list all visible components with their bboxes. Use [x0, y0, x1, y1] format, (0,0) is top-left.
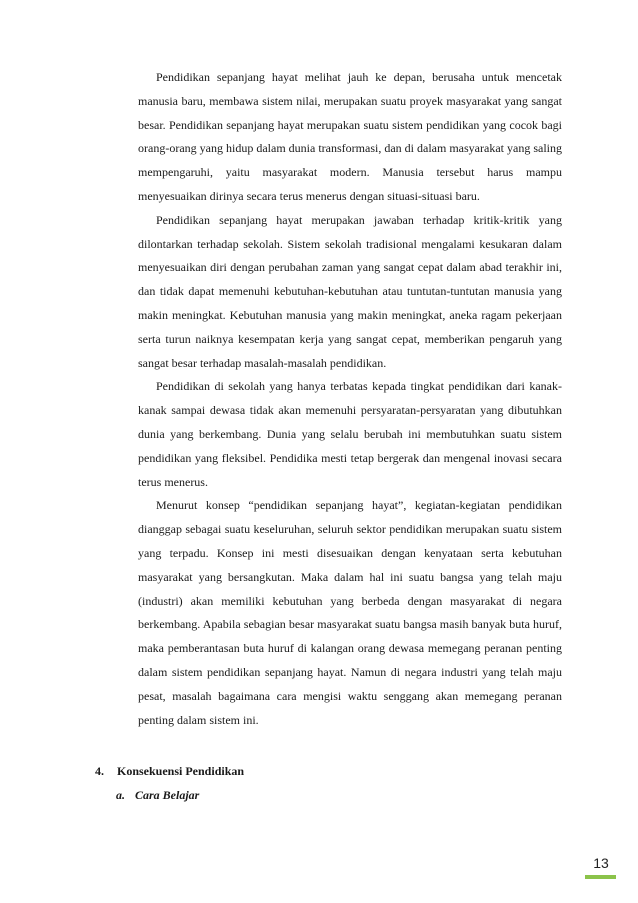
page-number: 13	[593, 855, 609, 871]
subsection-title: Cara Belajar	[135, 788, 200, 802]
subsection-number: a.	[116, 788, 125, 802]
section-heading	[95, 764, 244, 779]
body-text	[138, 66, 562, 732]
section-number: 4.	[95, 764, 104, 778]
paragraph-2: Pendidikan sepanjang hayat merupakan jawaban terhadap kritik-kritik yang dilontarkan terhadap sekolah. Sistem sekolah tradisional mengalami kesukaran dalam menyesuaikan diri dengan perubahan zaman yang sangat cepat dalam abad terakhir ini, dan tidak dapat memenuhi kebutuhan-kebutuhan atau tuntutan-tuntutan manusia yang makin meningkat. Kebutuhan manusia yang makin meningkat, aneka ragam pekerjaan serta turun naiknya kesempatan kerja yang sangat cepat, memberikan pengaruh yang sangat besar terhadap masalah-masalah pendidikan.	[138, 212, 562, 370]
paragraph-1: Pendidikan sepanjang hayat melihat jauh ke depan, berusaha untuk mencetak manusia baru, membawa sistem nilai, merupakan suatu proyek masyarakat yang sangat besar. Pendidikan sepanjang hayat merupakan suatu sistem pendidikan yang cocok bagi orang-orang yang hidup dalam dunia transformasi, dan di dalam masyarakat yang saling mempengaruhi, yaitu masyarakat modern. Manusia tersebut harus mampu menyesuaikan dirinya secara terus menerus dengan situasi-situasi baru.	[138, 70, 562, 203]
section-title: Konsekuensi Pendidikan	[117, 764, 245, 778]
page-number-accent-bar	[585, 875, 616, 879]
paragraph-3: Pendidikan di sekolah yang hanya terbatas kepada tingkat pendidikan dari kanak-kanak sampai dewasa tidak akan memenuhi persyaratan-persyaratan yang dibutuhkan dunia yang berkembang. Dunia yang selalu berubah ini membutuhkan suatu sistem pendidikan yang fleksibel. Pendidika mesti tetap bergerak dan mengenal inovasi secara terus menerus.	[138, 379, 562, 489]
subsection-heading	[116, 788, 199, 803]
paragraph-4: Menurut konsep “pendidikan sepanjang hayat”, kegiatan-kegiatan pendidikan dianggap sebagai suatu keseluruhan, seluruh sektor pendidikan merupakan suatu sistem yang terpadu. Konsep ini mesti disesuaikan dengan kenyataan serta kebutuhan masyarakat yang bersangkutan. Maka dalam hal ini suatu bangsa yang telah maju (industri) akan memiliki kebutuhan yang berbeda dengan masyarakat di negara berkembang. Apabila sebagian besar masyarakat suatu bangsa masih banyak buta huruf, maka pemberantasan buta huruf di kalangan orang dewasa memegang peranan penting dalam sistem pendidikan sepanjang hayat. Namun di negara industri yang telah maju pesat, masalah bagaimana cara mengisi waktu senggang akan memegang peranan penting dalam sistem ini.	[138, 498, 562, 727]
